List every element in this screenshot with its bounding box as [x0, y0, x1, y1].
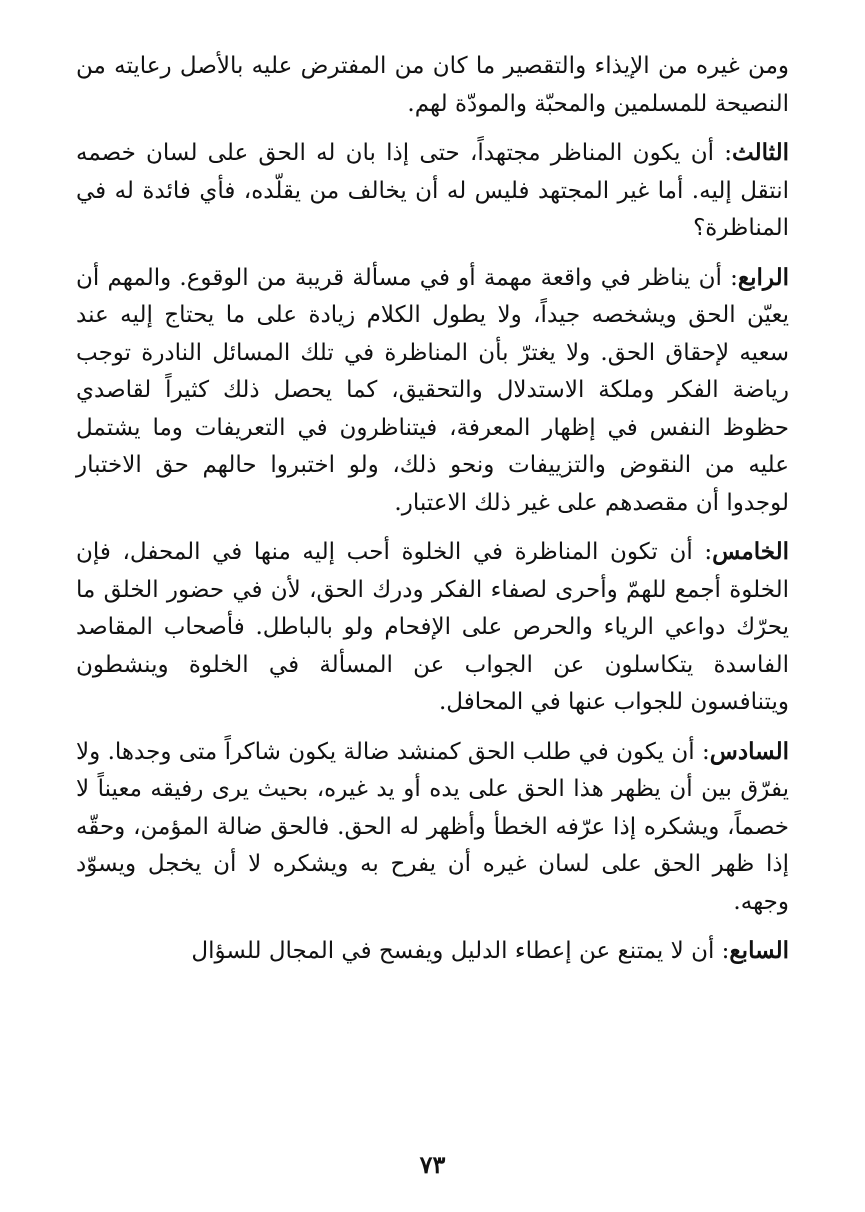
paragraph-heading: السادس	[709, 737, 789, 765]
paragraph-text: : أن يناظر في واقعة مهمة أو في مسألة قريبة من الوقوع. والمهم أن يعيّن الحق ويشخصه جيداً، ولا يطول الكلام زيادة على ما يحتاج إليه عند سعيه لإحقاق الحق. ولا يغترّ بأن المناظرة في تلك المسائل النادرة توجب رياضة الفكر وملكة الاستدلال والتحقيق، كما يحصل ذلك كثيراً لقاصدي حظوظ النفس في إظهار المعرفة، فيتناظرون في التعريفات وما يشتمل عليه من النقوض والتزييفات ونحو ذلك، ولو اختبروا حالهم حق الاختبار لوجدوا أن مقصدهم على غير ذلك الاعتبار.	[76, 264, 789, 516]
paragraph-heading: الرابع	[737, 263, 789, 291]
paragraph-text: : أن يكون المناظر مجتهداً، حتى إذا بان له الحق على لسان خصمه انتقل إليه. أما غير المجتهد فليس له أن يخالف من يقلّده، فأي فائدة له في المناظرة؟	[76, 140, 789, 241]
paragraph-fourth-condition	[76, 259, 789, 523]
paragraph-text: : أن لا يمتنع عن إعطاء الدليل ويفسح في المجال للسؤال	[191, 938, 730, 964]
paragraph-text: : أن تكون المناظرة في الخلوة أحب إليه منها في المحفل، فإن الخلوة أجمع للهمّ وأحرى لصفاء الفكر ودرك الحق، لأن في حضور الخلق ما يحرّك دواعي الرياء والحرص على الإفحام ولو بالباطل. فأصحاب المقاصد الفاسدة يتكاسلون عن الجواب عن المسألة في الخلوة وينشطون ويتنافسون للجواب عنها في المحافل.	[76, 539, 789, 715]
paragraph-heading: السابع	[729, 937, 789, 964]
paragraph-heading: الثالث	[732, 139, 789, 166]
document-page	[76, 48, 789, 1198]
paragraph-seventh-condition	[76, 932, 789, 971]
paragraph-sixth-condition	[76, 733, 789, 922]
page-number: ٧٣	[419, 1150, 446, 1179]
paragraph-text: : أن يكون في طلب الحق كمنشد ضالة يكون شاكراً متى وجدها. ولا يفرّق بين أن يظهر هذا الحق على يده أو يد غيره، بحيث يرى رفيقه معيناً لا خصماً، ويشكره إذا عرّفه الخطأ وأظهر له الحق. فالحق ضالة المؤمن، وحقّه إذا ظهر الحق على لسان غيره أن يفرح به ويشكره لا أن يخجل ويسوّد وجهه.	[76, 738, 789, 915]
paragraph-fifth-condition	[76, 533, 789, 722]
paragraph-heading: الخامس	[712, 538, 789, 565]
paragraph-text: ومن غيره من الإيذاء والتقصير ما كان من المفترض عليه بالأصل رعايته من النصيحة للمسلمين والمحبّة والمودّة لهم.	[76, 53, 789, 117]
paragraph-continuation	[76, 48, 789, 123]
paragraph-third-condition	[76, 134, 789, 248]
